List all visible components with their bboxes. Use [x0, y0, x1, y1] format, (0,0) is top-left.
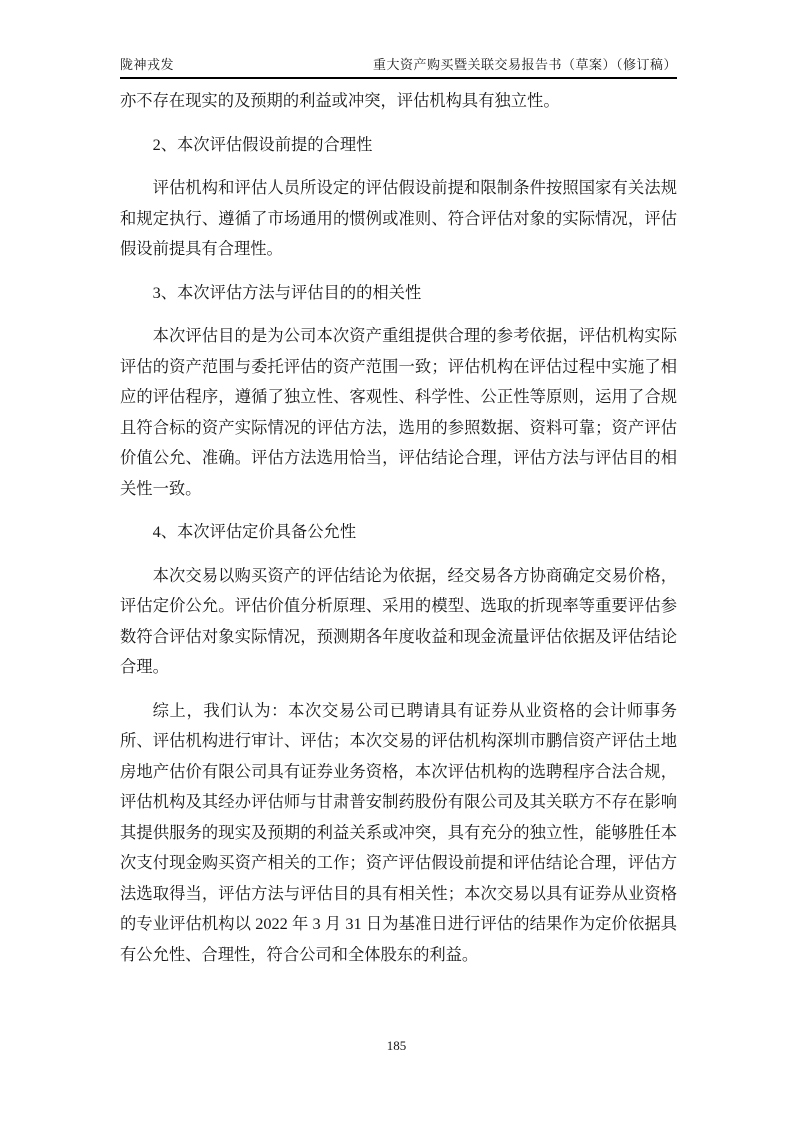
- page-footer: [0, 1038, 793, 1054]
- body-paragraph-method-relevance: 本次评估目的是为公司本次资产重组提供合理的参考依据，评估机构实际评估的资产范围与委托评估的资产范围一致；评估机构在评估过程中实施了相应的评估程序，遵循了独立性、客观性、科学性、公正性等原则，运用了合规且符合标的资产实际情况的评估方法，选用的参照数据、资料可靠；资产评估价值公允、准确。评估方法选用恰当，评估结论合理，评估方法与评估目的相关性一致。: [120, 326, 677, 498]
- header-report-title: 重大资产购买暨关联交易报告书（草案）（修订稿）: [372, 57, 677, 72]
- section-heading-4: 4、本次评估定价具备公允性: [152, 522, 357, 541]
- body-paragraph-continuation: 亦不存在现实的及预期的利益或冲突，评估机构具有独立性。: [120, 91, 560, 110]
- section-heading-2: 2、本次评估假设前提的合理性: [152, 134, 373, 154]
- page-number: 185: [386, 1038, 407, 1053]
- body-paragraph-assumptions: 评估机构和评估人员所设定的评估假设前提和限制条件按照国家有关法规和规定执行、遵循了市场通用的惯例或准则、符合评估对象的实际情况，评估假设前提具有合理性。: [120, 178, 677, 258]
- body-paragraph-conclusion: 综上，我们认为：本次交易公司已聘请具有证券从业资格的会计师事务所、评估机构进行审计、评估；本次交易的评估机构深圳市鹏信资产评估土地房地产估价有限公司具有证券业务资格，本次评估机构的选聘程序合法合规，评估机构及其经办评估师与甘肃普安制药股份有限公司及其关联方不存在影响其提供服务的现实及预期的利益关系或冲突，具有充分的独立性，能够胜任本次支付现金购买资产相关的工作；资产评估假设前提和评估结论合理，评估方法选取得当，评估方法与评估目的具有相关性；本次交易以具有证券从业资格的专业评估机构以 2022 年 3 月 31 日为基准日进行评估的结果作为定价依据具有公允性、合理性，符合公司和全体股东的利益。: [120, 700, 677, 964]
- section-heading-3: 3、本次评估方法与评估目的的相关性: [152, 282, 422, 302]
- document-body: [120, 86, 677, 983]
- header-company-name: 陇神戎发: [120, 57, 175, 72]
- page-header: [120, 54, 677, 79]
- body-paragraph-pricing-fairness: 本次交易以购买资产的评估结论为依据，经交易各方协商确定交易价格，评估定价公允。评估价值分析原理、采用的模型、选取的折现率等重要评估参数符合评估对象实际情况，预测期各年度收益和现金流量评估依据及评估结论合理。: [120, 565, 677, 676]
